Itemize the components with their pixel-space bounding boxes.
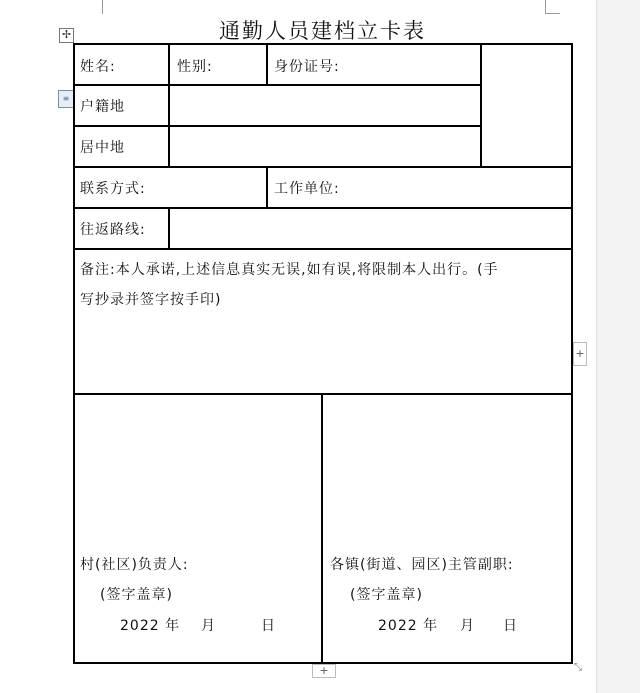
- row-line: [74, 125, 482, 127]
- label-contact: 联系方式:: [80, 181, 146, 197]
- label-hukou: 户籍地: [80, 99, 125, 115]
- add-row-button[interactable]: +: [312, 664, 336, 678]
- crop-mark: [545, 0, 560, 14]
- right-date-month: 月: [460, 618, 475, 634]
- label-employer: 工作单位:: [274, 181, 340, 197]
- right-date-year: 2022 年: [378, 618, 439, 634]
- col-line: [266, 166, 268, 208]
- col-line: [168, 84, 170, 167]
- add-column-button[interactable]: +: [573, 342, 587, 366]
- left-sign-stamp: (签字盖章): [100, 587, 173, 603]
- right-date-day: 日: [503, 618, 518, 634]
- note-section: [80, 255, 568, 315]
- row-line: [74, 166, 573, 168]
- col-line: [168, 207, 170, 249]
- label-residence: 居中地: [80, 140, 125, 156]
- left-date-month: 月: [201, 618, 216, 634]
- left-sign-role: 村(社区)负责人:: [80, 557, 189, 573]
- document-icon[interactable]: ≡: [58, 90, 74, 108]
- form-title: 通勤人员建档立卡表: [219, 19, 426, 43]
- right-sign-stamp: (签字盖章): [350, 587, 423, 603]
- label-route: 往返路线:: [80, 222, 146, 238]
- col-line: [168, 43, 170, 85]
- label-id-number: 身份证号:: [274, 59, 340, 75]
- right-sign-role: 各镇(街道、园区)主管副职:: [330, 557, 514, 573]
- col-line: [266, 43, 268, 85]
- col-line: [321, 393, 323, 663]
- table-move-handle-icon[interactable]: ✢: [59, 28, 74, 43]
- table-border: [73, 43, 75, 664]
- table-resize-icon[interactable]: ⤡: [574, 662, 582, 673]
- label-gender: 性别:: [177, 59, 213, 75]
- left-date-day: 日: [261, 618, 276, 634]
- row-line: [74, 248, 573, 250]
- crop-mark: [102, 0, 103, 14]
- row-line: [74, 84, 482, 86]
- note-line-2: 写抄录并签字按手印): [80, 292, 222, 308]
- left-date-year: 2022 年: [120, 618, 181, 634]
- row-line: [74, 207, 573, 209]
- note-line-1: 备注:本人承诺,上述信息真实无误,如有误,将限制本人出行。(手: [80, 262, 499, 278]
- row-line: [74, 393, 573, 395]
- col-line: [480, 43, 482, 167]
- table-border: [74, 43, 573, 45]
- label-name: 姓名:: [80, 59, 116, 75]
